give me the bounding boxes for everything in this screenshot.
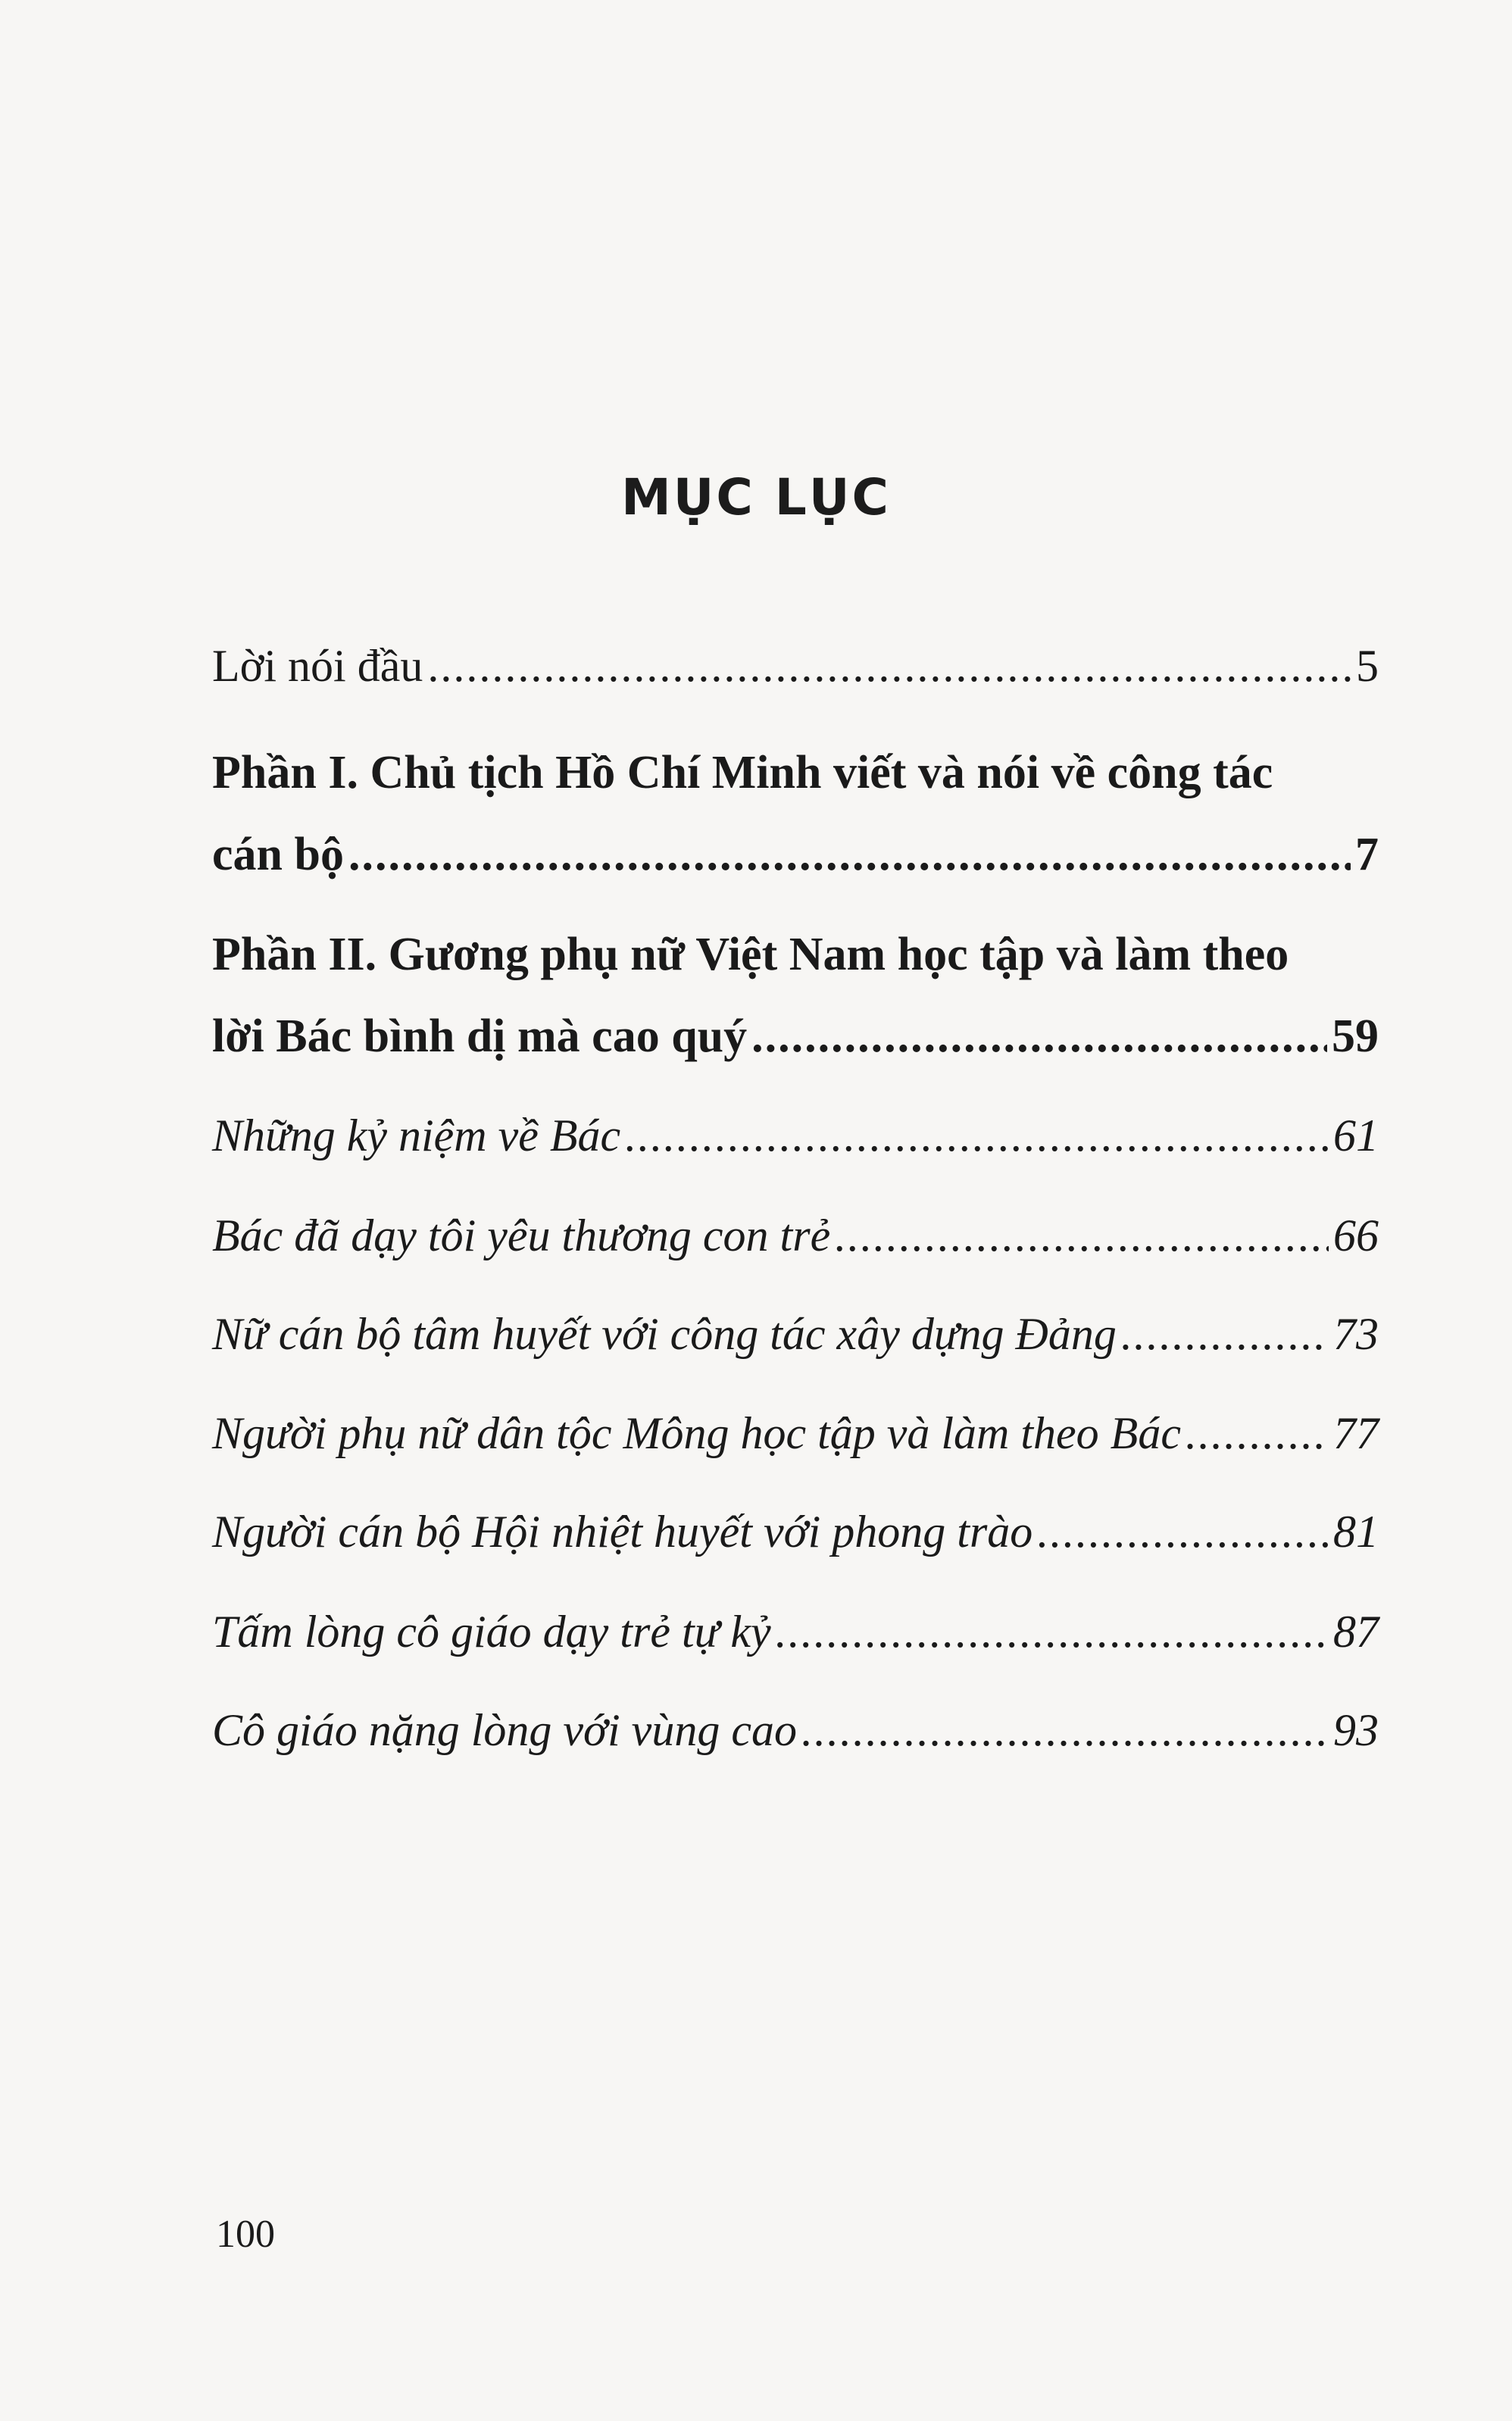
toc-entry-title: Cô giáo nặng lòng với vùng cao [212,1705,797,1755]
dot-leader [776,1606,1329,1658]
dot-leader [801,1704,1329,1757]
toc-entry-title: Những kỷ niệm về Bác [212,1111,621,1161]
dot-leader [1037,1506,1329,1558]
toc-entry-title-line1: Phần I. Chủ tịch Hồ Chí Minh viết và nói về công tác [212,747,1273,798]
toc-entry[interactable] [212,1407,1379,1460]
toc-entry[interactable] [212,1506,1379,1558]
toc-entry-title-line2: cán bộ [212,829,344,880]
dot-leader [1186,1407,1329,1460]
toc-entry-page: 93 [1333,1705,1379,1755]
dot-leader [835,1210,1329,1262]
toc-entry-title: Tấm lòng cô giáo dạy trẻ tự kỷ [212,1607,771,1657]
toc-entry-page: 59 [1332,1011,1379,1062]
toc-entry-title: Bác đã dạy tôi yêu thương con trẻ [212,1210,831,1260]
dot-leader [751,1010,1327,1064]
toc-entry-title: Lời nói đầu [212,641,423,691]
toc-entry-phan-2[interactable] [212,928,1379,1064]
toc-entry-page: 81 [1333,1507,1379,1557]
page-number: 100 [216,2213,275,2256]
toc-entry-page: 87 [1333,1607,1379,1657]
toc-entry-title-line2: lời Bác bình dị mà cao quý [212,1011,748,1062]
dot-leader [348,828,1351,882]
toc-entry-page: 5 [1356,641,1379,691]
dot-leader [1121,1308,1329,1360]
toc-entry[interactable] [212,1606,1379,1658]
toc-entry-page: 66 [1333,1210,1379,1260]
toc-entry-phan-1[interactable] [212,746,1379,882]
toc-entry-page: 7 [1355,829,1379,880]
toc-entry-page: 77 [1333,1408,1379,1458]
toc-entry-title-line1: Phần II. Gương phụ nữ Việt Nam học tập và làm theo [212,929,1289,980]
toc-entry-page: 73 [1333,1309,1379,1359]
dot-leader [625,1110,1329,1162]
toc-entry-title: Nữ cán bộ tâm huyết với công tác xây dựng Đảng [212,1309,1117,1359]
page-title: MỤC LỤC [621,468,891,526]
toc-entry-page: 61 [1333,1111,1379,1161]
toc-entry[interactable] [212,1110,1379,1162]
dot-leader [427,640,1351,692]
toc-entry[interactable] [212,1210,1379,1262]
toc-entry-loi-noi-dau[interactable] [212,640,1379,692]
toc-entry-title: Người phụ nữ dân tộc Mông học tập và làm theo Bác [212,1408,1181,1458]
toc-entry[interactable] [212,1308,1379,1360]
toc-entry-title: Người cán bộ Hội nhiệt huyết với phong trào [212,1507,1033,1557]
toc-entry[interactable] [212,1704,1379,1757]
